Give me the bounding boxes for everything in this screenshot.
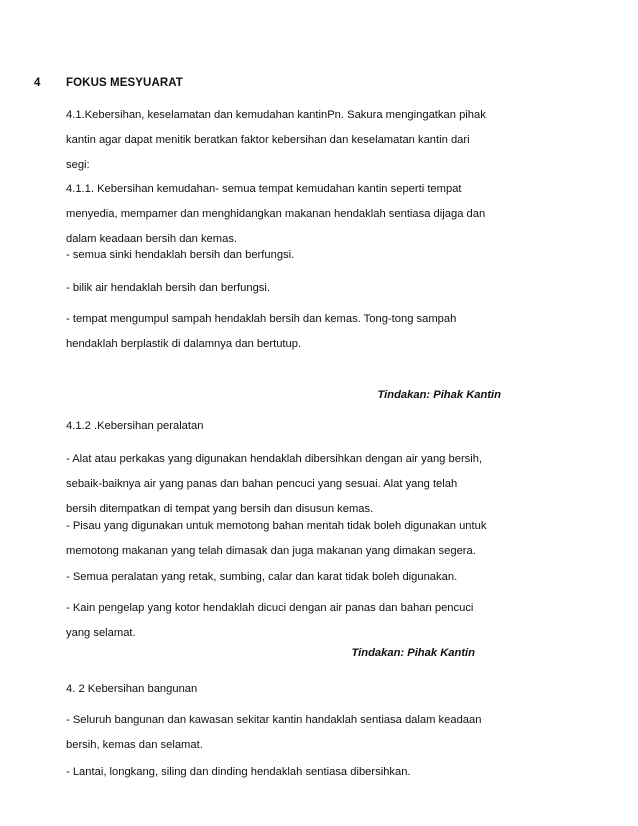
paragraph-4-1-1: 4.1.1. Kebersihan kemudahan- semua tempat kemudahan kantin seperti tempat menyedia, mempamer dan menghidangkan makanan hendaklah sentiasa dijaga dan dalam keadaan bersih dan kemas. (66, 183, 486, 245)
bullet-bilik-air: - bilik air hendaklah bersih dan berfungsi. (66, 282, 270, 294)
section-title: FOKUS MESYUARAT (66, 77, 183, 89)
paragraph-seluruh-bangunan: - Seluruh bangunan dan kawasan sekitar kantin handaklah sentiasa dalam keadaan bersih, kemas dan selamat. (66, 714, 482, 751)
paragraph-kain-pengelap: - Kain pengelap yang kotor hendaklah dicuci dengan air panas dan bahan pencuci yang selamat. (66, 602, 474, 639)
paragraph-lantai: - Lantai, longkang, siling dan dinding hendaklah sentiasa dibersihkan. (66, 766, 411, 778)
section-number: 4 (34, 77, 41, 89)
bullet-sinki: - semua sinki hendaklah bersih dan berfungsi. (66, 249, 295, 261)
paragraph-alat-perkakas: - Alat atau perkakas yang digunakan hendaklah dibersihkan dengan air yang bersih, sebaik-baiknya air yang panas dan bahan pencuci yang sesuai. Alat yang telah bersih ditempatkan di tempat yang bersih dan disusun kemas. (66, 453, 483, 515)
paragraph-4-1-2-heading: 4.1.2 .Kebersihan peralatan (66, 420, 204, 432)
paragraph-peralatan-retak: - Semua peralatan yang retak, sumbing, calar dan karat tidak boleh digunakan. (66, 571, 458, 583)
paragraph-4-2-heading: 4. 2 Kebersihan bangunan (66, 683, 198, 695)
paragraph-pisau: - Pisau yang digunakan untuk memotong bahan mentah tidak boleh digunakan untuk memotong makanan yang telah dimasak dan juga makanan yang dimakan segera. (66, 520, 487, 557)
action-note-1: Tindakan: Pihak Kantin (377, 389, 501, 401)
action-note-2: Tindakan: Pihak Kantin (351, 647, 475, 659)
bullet-tempat-sampah: - tempat mengumpul sampah hendaklah bersih dan kemas. Tong-tong sampah hendaklah berplastik di dalamnya dan bertutup. (66, 313, 457, 350)
paragraph-4-1-intro: 4.1.Kebersihan, keselamatan dan kemudahan kantinPn. Sakura mengingatkan pihak kantin agar dapat menitik beratkan faktor kebersihan dan keselamatan kantin dari segi: (66, 109, 486, 171)
